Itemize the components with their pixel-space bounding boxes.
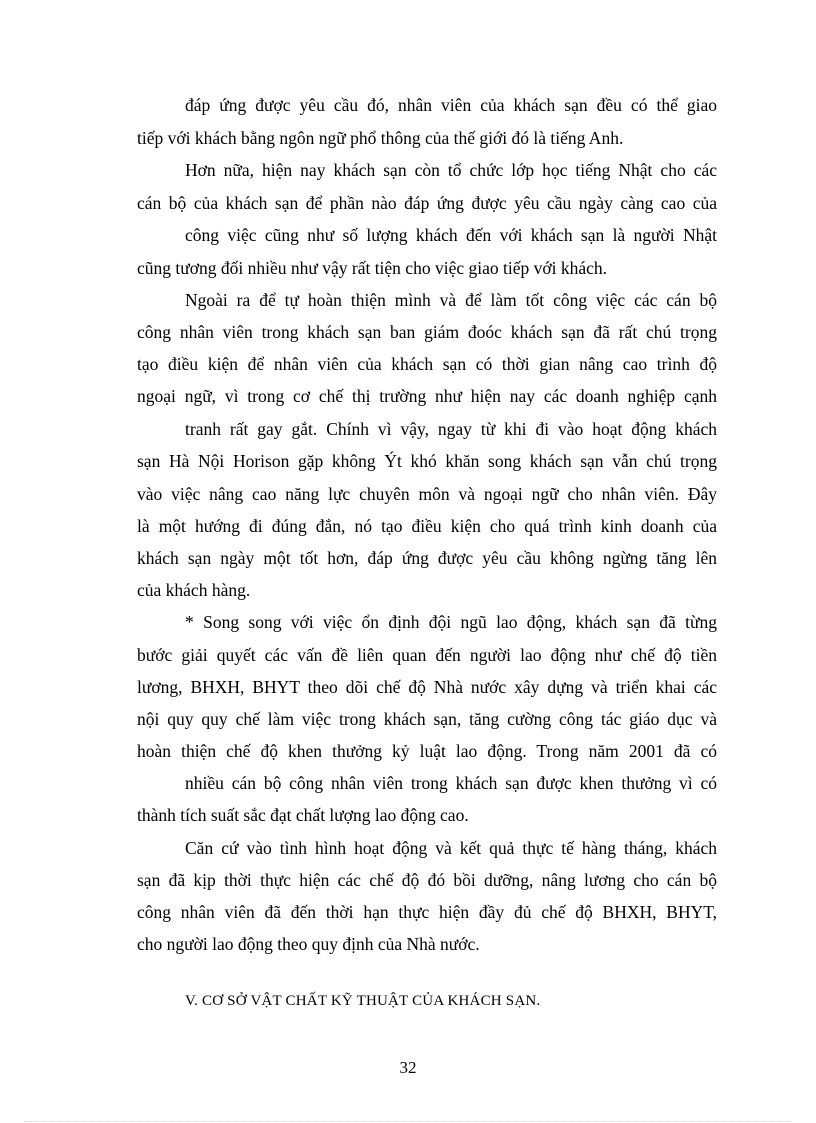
page-bottom-divider — [24, 1121, 792, 1122]
body-text-line: tiếp với khách bằng ngôn ngữ phổ thông của thế giới đó là tiếng Anh. — [137, 128, 624, 148]
body-text-line: công nhân viên trong khách sạn ban giám đoóc khách sạn đã rất chú trọng — [137, 322, 717, 342]
body-text-line: cán bộ của khách sạn để phần nào đáp ứng được yêu cầu ngày càng cao của — [137, 193, 717, 213]
body-text-line: Hơn nữa, hiện nay khách sạn còn tổ chức lớp học tiếng Nhật cho các — [185, 160, 717, 180]
body-text-line: công việc cũng như số lượng khách đến với khách sạn là người Nhật — [185, 225, 717, 245]
body-text-line: bước giải quyết các vấn đề liên quan đến người lao động như chế độ tiền — [137, 645, 717, 665]
body-text-line: cũng tương đối nhiều như vậy rất tiện cho việc giao tiếp với khách. — [137, 258, 607, 278]
body-text-line: khách sạn ngày một tốt hơn, đáp ứng được yêu cầu không ngừng tăng lên — [137, 548, 717, 568]
body-text-line: hoàn thiện chế độ khen thưởng kỷ luật lao động. Trong năm 2001 đã có — [137, 741, 717, 761]
body-text-line: Căn cứ vào tình hình hoạt động và kết quả thực tế hàng tháng, khách — [185, 838, 717, 858]
body-text-line: đáp ứng được yêu cầu đó, nhân viên của khách sạn đều có thể giao — [185, 95, 717, 115]
body-text-line: nhiều cán bộ công nhân viên trong khách sạn được khen thưởng vì có — [185, 773, 717, 793]
body-text-line: tranh rất gay gắt. Chính vì vậy, ngay từ khi đi vào hoạt động khách — [185, 419, 717, 439]
body-text-line: * Song song với việc ổn định đội ngũ lao động, khách sạn đã từng — [185, 612, 717, 632]
section-heading: V. CƠ SỞ VẬT CHẤT KỸ THUẬT CỦA KHÁCH SẠN. — [185, 993, 541, 1009]
body-text-line: nội quy quy chế làm việc trong khách sạn, tăng cường công tác giáo dục và — [137, 709, 717, 729]
body-text-line: vào việc nâng cao năng lực chuyên môn và ngoại ngữ cho nhân viên. Đây — [137, 484, 717, 504]
body-text-line: cho người lao động theo quy định của Nhà nước. — [137, 934, 480, 954]
body-text-line: của khách hàng. — [137, 580, 251, 600]
body-text-line: Ngoài ra để tự hoàn thiện mình và để làm tốt công việc các cán bộ — [185, 290, 717, 310]
body-text-line: công nhân viên đã đến thời hạn thực hiện đầy đủ chế độ BHXH, BHYT, — [137, 902, 717, 922]
body-text-line: thành tích suất sắc đạt chất lượng lao động cao. — [137, 805, 469, 825]
body-text-line: sạn Hà Nội Horison gặp không Ýt khó khăn song khách sạn vẫn chú trọng — [137, 451, 717, 471]
body-text-line: sạn đã kịp thời thực hiện các chế độ đó bồi dưỡng, nâng lương cho cán bộ — [137, 870, 717, 890]
body-text-line: tạo điều kiện để nhân viên của khách sạn có thời gian nâng cao trình độ — [137, 354, 717, 374]
page-number: 32 — [399, 1058, 417, 1077]
body-text-line: lương, BHXH, BHYT theo dõi chế độ Nhà nước xây dựng và triển khai các — [137, 677, 717, 697]
body-text-line: ngoại ngữ, vì trong cơ chế thị trường như hiện nay các doanh nghiệp cạnh — [137, 386, 717, 406]
body-text-line: là một hướng đi đúng đắn, nó tạo điều kiện cho quá trình kinh doanh của — [137, 516, 717, 536]
